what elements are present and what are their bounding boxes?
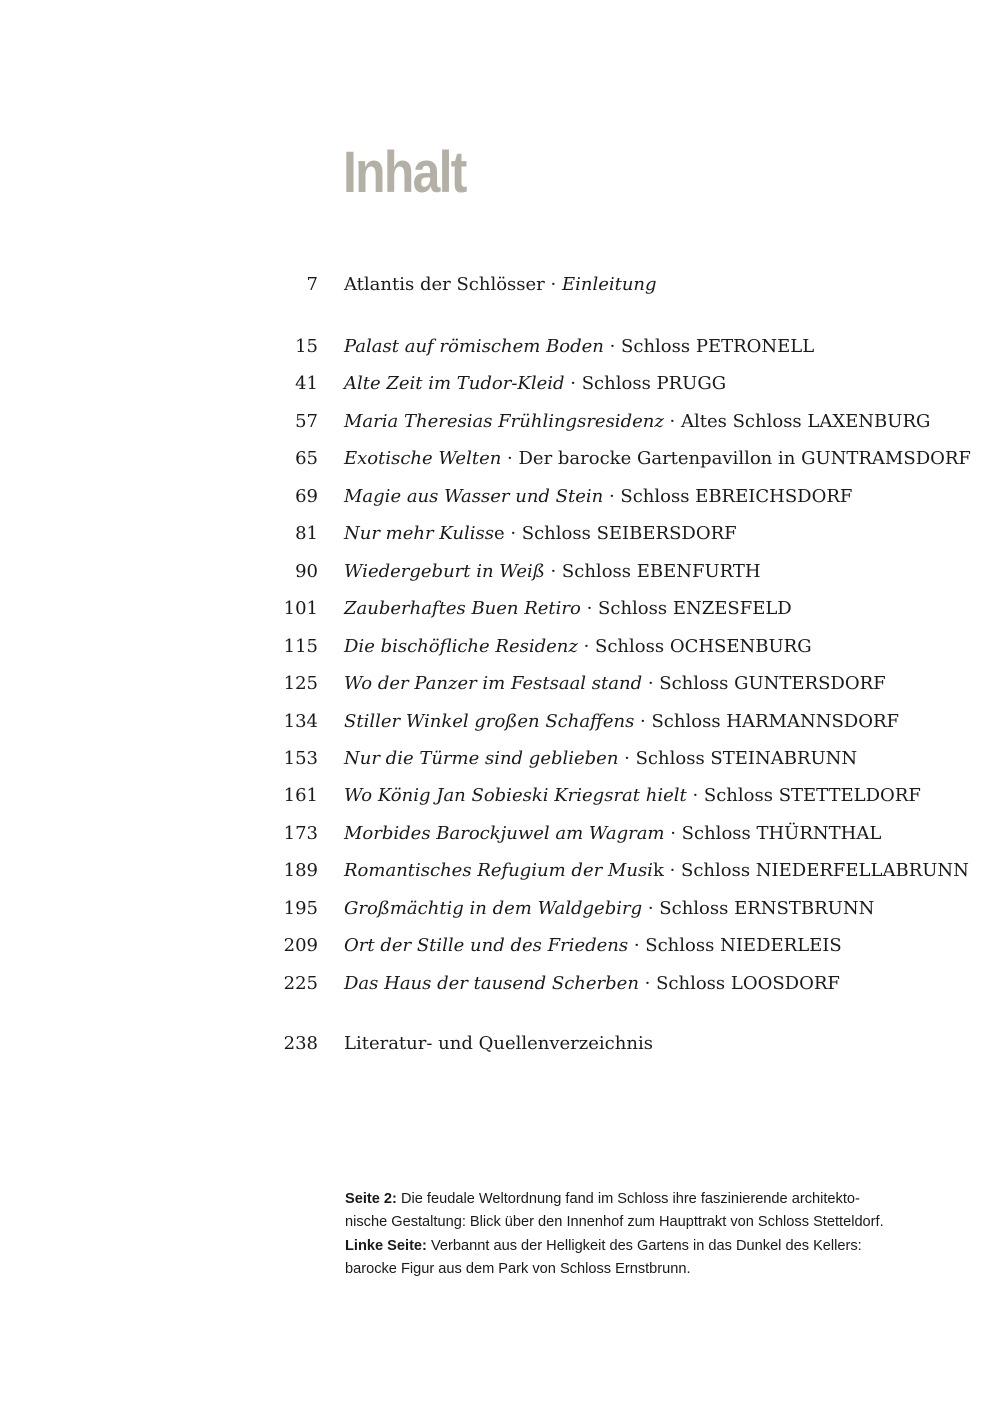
caption-paragraph-2 bbox=[345, 1235, 905, 1282]
toc-chapter-title: Palast auf römischem Boden bbox=[344, 336, 604, 357]
toc-castle-name: · Schloss OCHSENBURG bbox=[577, 635, 812, 657]
toc-page-number: 7 bbox=[306, 274, 318, 295]
toc-castle-name: k · Schloss NIEDERFELLABRUNN bbox=[652, 860, 969, 882]
caption-label: Linke Seite: bbox=[345, 1237, 427, 1254]
toc-entry-text bbox=[344, 856, 969, 886]
toc-chapter-title: Wiedergeburt in Weiß bbox=[344, 560, 545, 582]
toc-entry[interactable] bbox=[0, 632, 1000, 662]
caption-label: Seite 2: bbox=[345, 1191, 397, 1207]
toc-entry[interactable] bbox=[0, 369, 1000, 399]
toc-entry[interactable] bbox=[0, 894, 1000, 924]
toc-chapter-title: Nur die Türme sind geblieben bbox=[344, 747, 619, 769]
toc-chapter-title: Großmächtig in dem Waldgebirg bbox=[344, 897, 643, 919]
toc-castle-name: · Schloss THÜRNTHAL bbox=[664, 822, 882, 844]
image-caption bbox=[345, 1188, 905, 1281]
toc-chapter-title: Alte Zeit im Tudor-Kleid bbox=[344, 373, 565, 395]
toc-castle-name: · Schloss ERNSTBRUNN bbox=[642, 897, 875, 919]
toc-entry-text bbox=[344, 369, 726, 399]
toc-entry-text bbox=[344, 332, 814, 362]
toc-entry-text bbox=[344, 969, 840, 999]
toc-chapter-title: Nur mehr Kuliss bbox=[344, 523, 494, 545]
toc-entry[interactable] bbox=[0, 519, 1000, 549]
toc-entry[interactable] bbox=[0, 594, 1000, 624]
toc-entry[interactable] bbox=[0, 931, 1000, 961]
toc-chapter-title: Wo der Panzer im Festsaal stand bbox=[344, 673, 643, 695]
toc-page-number: 101 bbox=[283, 598, 318, 620]
toc-page-number: 238 bbox=[283, 1033, 318, 1054]
toc-entry-text bbox=[344, 819, 881, 849]
toc-entry-text: Literatur- und Quellenverzeichnis bbox=[344, 1033, 653, 1054]
toc-page-number: 41 bbox=[295, 373, 318, 395]
caption-paragraph-1 bbox=[345, 1188, 905, 1235]
toc-chapter-title: Stiller Winkel großen Schaffens bbox=[344, 710, 635, 732]
toc-entry-text bbox=[344, 931, 842, 961]
toc-entry[interactable] bbox=[0, 669, 1000, 699]
toc-castle-name: · Schloss LOOSDORF bbox=[638, 972, 840, 994]
caption-text: Die feudale Weltordnung fand im Schloss ihre faszinierende architekto- bbox=[396, 1191, 860, 1207]
toc-entry[interactable] bbox=[0, 969, 1000, 999]
toc-chapter-title: Romantisches Refugium der Musi bbox=[344, 860, 653, 882]
toc-entry[interactable] bbox=[0, 482, 1000, 512]
toc-chapter-title: Ort der Stille und des Friedens bbox=[344, 935, 629, 957]
toc-entry-text bbox=[344, 669, 886, 699]
toc-entry-text bbox=[344, 519, 737, 549]
toc-entry[interactable] bbox=[0, 781, 1000, 811]
toc-subtitle: Einleitung bbox=[561, 274, 657, 295]
toc-entry-text bbox=[344, 557, 761, 587]
toc-entry-text bbox=[344, 632, 812, 662]
toc-entry-text bbox=[344, 407, 930, 437]
toc-entry[interactable] bbox=[0, 744, 1000, 774]
toc-entry-text bbox=[344, 270, 657, 300]
toc-castle-name: · Schloss GUNTERSDORF bbox=[642, 673, 886, 695]
toc-castle-name: · Schloss STETTELDORF bbox=[686, 785, 921, 807]
toc-entry-text bbox=[344, 594, 792, 624]
toc-castle-name: · Schloss PETRONELL bbox=[603, 336, 815, 357]
toc-page-number: 161 bbox=[283, 785, 318, 807]
toc-chapter-title: Morbides Barockjuwel am Wagram bbox=[344, 822, 665, 844]
caption-text: barocke Figur aus dem Park von Schloss Ernstbrunn. bbox=[345, 1260, 691, 1277]
toc-page-number: 65 bbox=[295, 448, 318, 470]
toc-entry[interactable] bbox=[0, 557, 1000, 587]
toc-page-number: 57 bbox=[295, 410, 318, 432]
toc-page-number: 81 bbox=[295, 523, 318, 545]
toc-entry-intro[interactable] bbox=[0, 270, 1000, 300]
toc-chapter-title: Zauberhaftes Buen Retiro bbox=[344, 598, 581, 620]
toc-entry-text bbox=[344, 781, 921, 811]
page-title: Inhalt bbox=[343, 140, 466, 205]
toc-castle-name: · Schloss NIEDERLEIS bbox=[628, 935, 842, 957]
toc-page-number: 173 bbox=[283, 822, 318, 844]
toc-chapter-title: Die bischöfliche Residenz bbox=[344, 635, 578, 657]
toc-castle-name: e · Schloss SEIBERSDORF bbox=[493, 523, 737, 545]
toc-chapter-title: Exotische Welten bbox=[344, 448, 502, 470]
toc-chapter-title: Das Haus der tausend Scherben bbox=[344, 972, 639, 994]
toc-entry[interactable] bbox=[0, 819, 1000, 849]
toc-page-number: 115 bbox=[283, 635, 318, 657]
toc-entry-text bbox=[344, 744, 857, 774]
toc-castle-name: · Schloss HARMANNSDORF bbox=[634, 710, 900, 732]
toc-page-number: 209 bbox=[283, 935, 318, 957]
caption-text: nische Gestaltung: Blick über den Innenhof zum Haupttrakt von Schloss Stetteldorf. bbox=[345, 1214, 884, 1231]
toc-entry[interactable] bbox=[0, 332, 1000, 362]
toc-page-number: 134 bbox=[283, 710, 318, 732]
toc-entry-text bbox=[344, 894, 874, 924]
toc-page-number: 225 bbox=[283, 972, 318, 994]
toc-entry-text bbox=[344, 707, 899, 737]
toc-entry[interactable] bbox=[0, 407, 1000, 437]
toc-page-number: 153 bbox=[283, 747, 318, 769]
toc-castle-name: · Schloss EBENFURTH bbox=[544, 560, 761, 582]
toc-castle-name: · Altes Schloss LAXENBURG bbox=[663, 410, 931, 432]
toc-chapter-title: Magie aus Wasser und Stein bbox=[344, 485, 604, 507]
toc-castle-name: · Der barocke Gartenpavillon in GUNTRAMSDORF bbox=[501, 448, 971, 470]
toc-entry-bibliography[interactable] bbox=[0, 1029, 1000, 1059]
toc-entry[interactable] bbox=[0, 707, 1000, 737]
toc-title: Atlantis der Schlösser bbox=[344, 274, 545, 295]
toc-page-number: 15 bbox=[295, 336, 318, 357]
toc-castle-name: · Schloss PRUGG bbox=[564, 373, 727, 395]
toc-castle-name: · Schloss ENZESFELD bbox=[580, 598, 792, 620]
toc-page-number: 189 bbox=[283, 860, 318, 882]
toc-page-number: 69 bbox=[295, 485, 318, 507]
toc-page-number: 195 bbox=[283, 897, 318, 919]
toc-chapter-title: Maria Theresias Frühlingsresidenz bbox=[344, 410, 664, 432]
toc-entry[interactable] bbox=[0, 856, 1000, 886]
toc-entry[interactable] bbox=[0, 444, 1000, 474]
toc-castle-name: · Schloss EBREICHSDORF bbox=[603, 485, 853, 507]
toc-chapter-title: Wo König Jan Sobieski Kriegsrat hielt bbox=[344, 785, 687, 807]
caption-text: Verbannt aus der Helligkeit des Gartens in das Dunkel des Kellers: bbox=[426, 1237, 862, 1254]
toc-entry-text bbox=[344, 482, 852, 512]
toc-separator: · bbox=[544, 274, 562, 295]
toc-entry-text bbox=[344, 444, 971, 474]
toc-castle-name: · Schloss STEINABRUNN bbox=[618, 747, 858, 769]
toc-page-number: 90 bbox=[295, 560, 318, 582]
toc-page-number: 125 bbox=[283, 673, 318, 695]
